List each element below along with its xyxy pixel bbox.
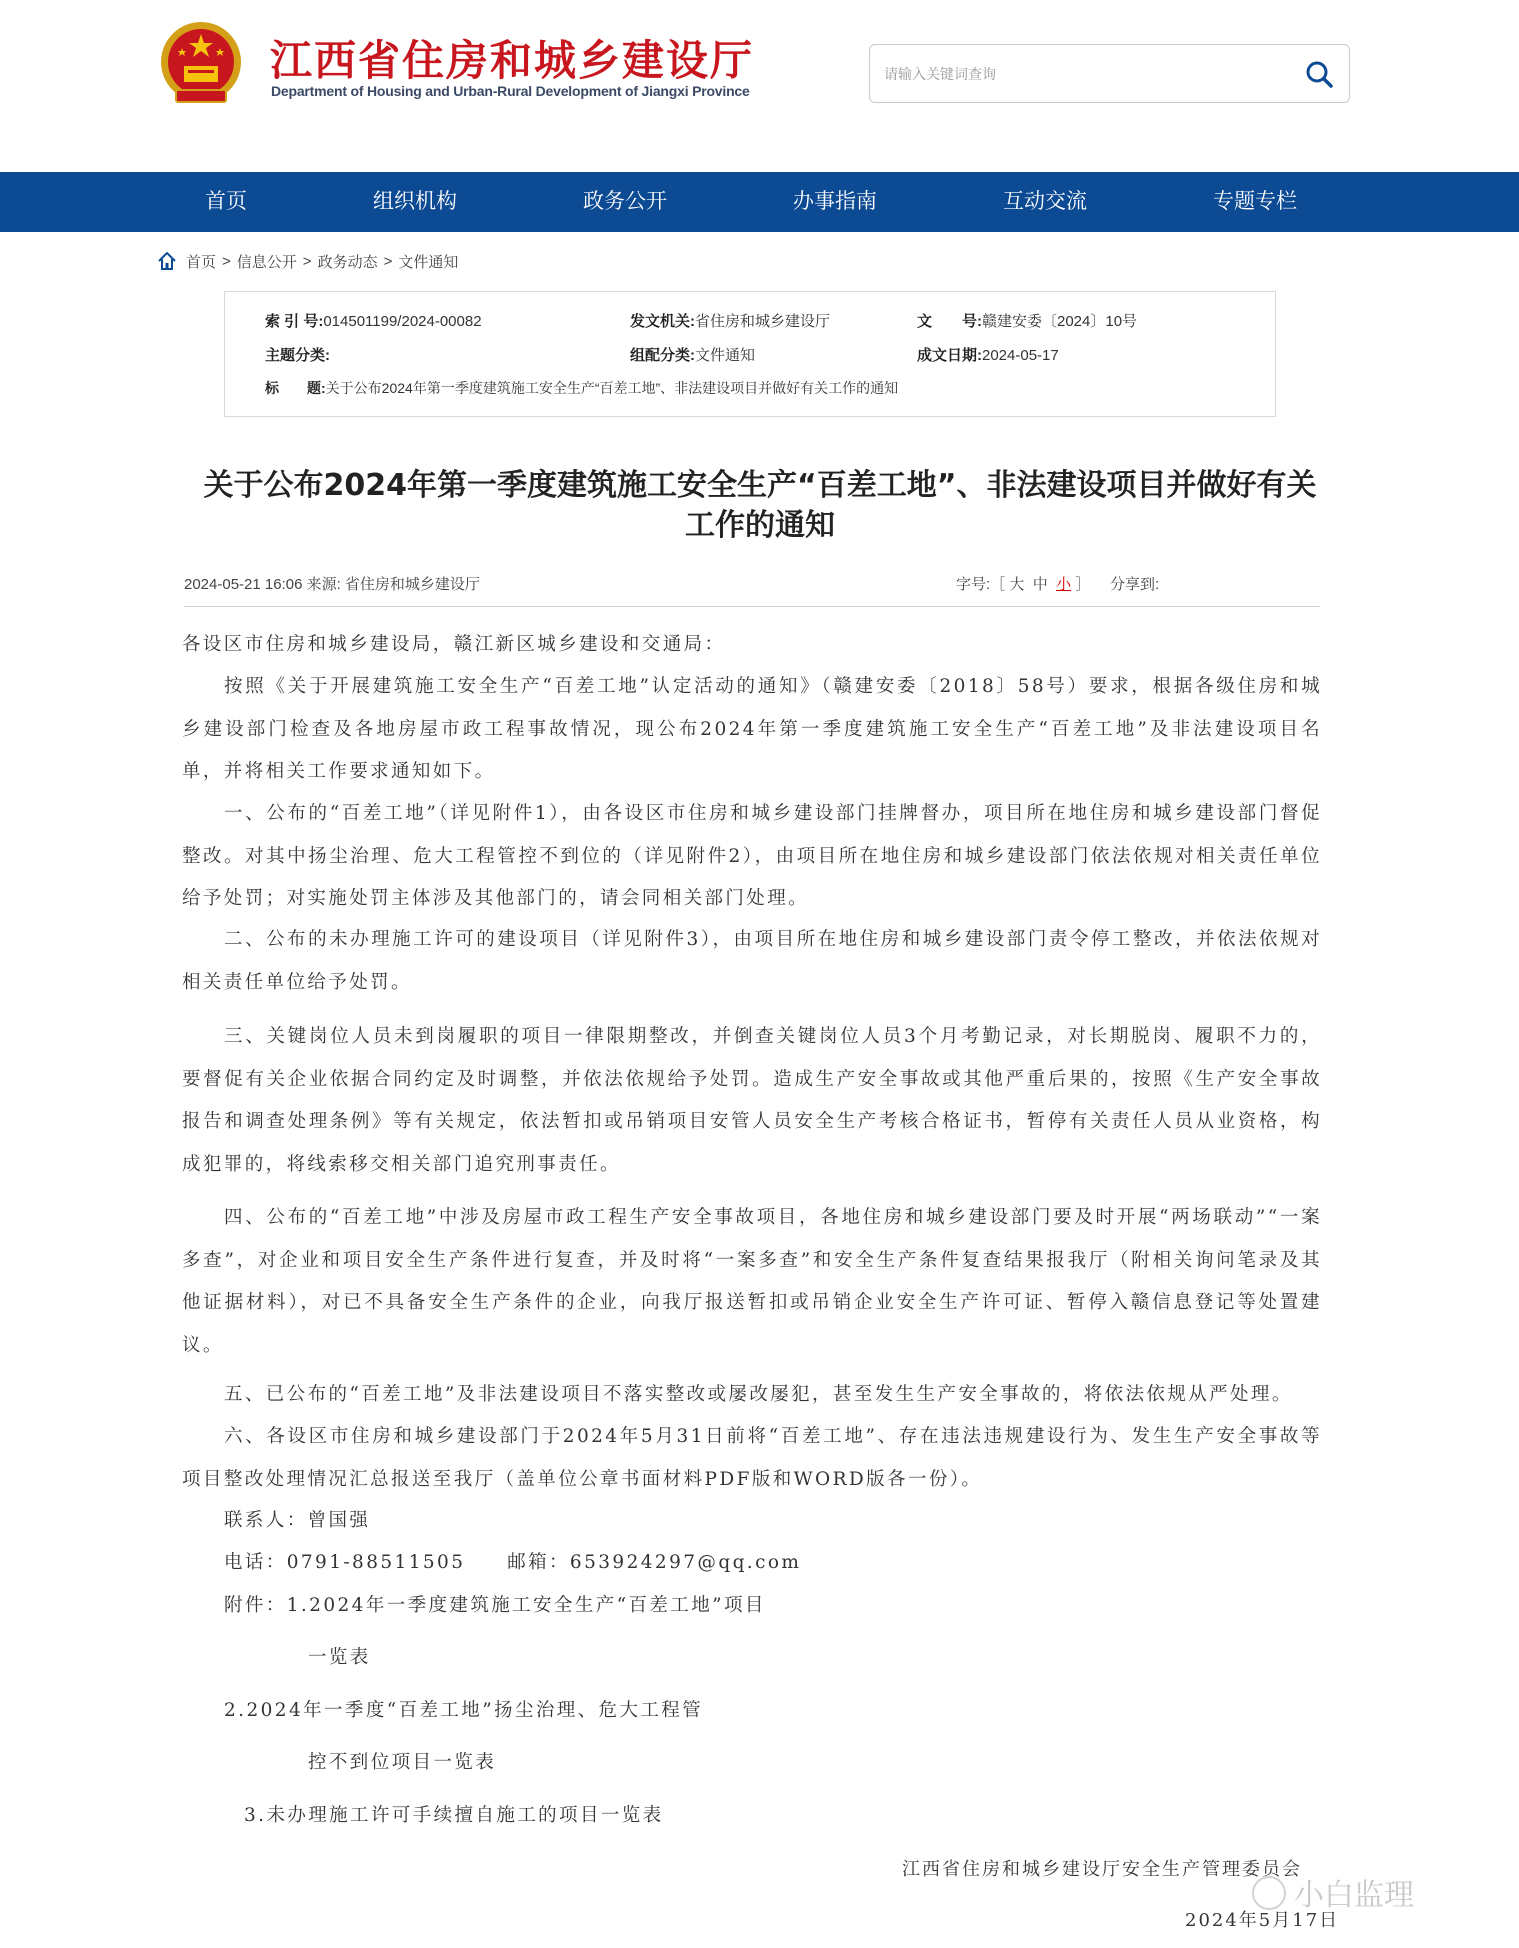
meta-topic-label: 主题分类: [265,347,330,364]
nav-special-topics[interactable]: 专题专栏 [1213,190,1297,213]
meta-date-label: 成文日期: [917,347,982,364]
site-name-cn[interactable]: 江西省住房和城乡建设厅 [270,36,755,85]
attachment-1[interactable]: 附件：1.2024年一季度建筑施工安全生产“百差工地”项目 [224,1595,766,1616]
nav-interaction[interactable]: 互动交流 [1003,190,1087,213]
contact-person: 联系人：曾国强 [224,1510,371,1531]
meta-title-value: 关于公布2024年第一季度建筑施工安全生产“百差工地”、非法建设项目并做好有关工作的通知 [325,380,899,396]
paragraph-5: 四、公布的“百差工地”中涉及房屋市政工程生产安全事故项目，各地住房和城乡建设部门要及时开展“两场联动”“一案多查”，对企业和项目安全生产条件进行复查，并及时将“一案多查”和安全生产条件复查结果报我厅（附相关询问笔录及其他证据材料），对已不具备安全生产条件的企业，向我厅报送暂扣或吊销企业安全生产许可证、暂停入赣信息登记等处置建议。 [182,1207,1322,1356]
salutation: 各设区市住房和城乡建设局，赣江新区城乡建设和交通局： [182,634,726,655]
paragraph-4: 三、关键岗位人员未到岗履职的项目一律限期整改，并倒查关键岗位人员3个月考勤记录，对长期脱岗、履职不力的，要督促有关企业依据合同约定及时调整，并依法依规给予处罚。造成生产安全事故或其他严重后果的，按照《生产安全事故报告和调查处理条例》等有关规定，依法暂扣或吊销项目安管人员安全生产考核合格证书，暂停有关责任人员从业资格，构成犯罪的，将线索移交相关部门追究刑事责任。 [182,1026,1322,1175]
meta-index-label: 索 引 号: [265,313,324,330]
paragraph-3: 二、公布的未办理施工许可的建设项目（详见附件3），由项目所在地住房和城乡建设部门责令停工整改，并依法依规对相关责任单位给予处罚。 [182,929,1322,993]
font-size-end: ］ [1075,576,1091,593]
breadcrumb-separator: > [302,252,312,270]
paragraph-7: 六、各设区市住房和城乡建设部门于2024年5月31日前将“百差工地”、存在违法违规建设行为、发生生产安全事故等项目整改处理情况汇总报送至我厅（盖单位公章书面材料PDF版和WORD版各一份）。 [182,1426,1322,1490]
breadcrumb-separator: > [222,252,231,270]
breadcrumb-separator: > [383,252,393,270]
font-large-button[interactable]: 大 [1009,576,1025,593]
font-size-label: 字号:［ [956,576,1006,593]
font-medium-button[interactable]: 中 [1032,576,1048,593]
article-title-line2: 工作的通知 [685,508,835,543]
meta-category-label: 组配分类: [630,347,695,364]
nav-home[interactable]: 首页 [205,190,247,213]
attachment-1-cont[interactable]: 一览表 [308,1647,371,1668]
nav-government-affairs[interactable]: 政务公开 [583,190,667,213]
breadcrumb-file-notice[interactable]: 文件通知 [398,253,459,271]
signature-org: 江西省住房和城乡建设厅安全生产管理委员会 [902,1859,1302,1880]
breadcrumb-info-public[interactable]: 信息公开 [236,253,297,271]
article-body [182,0,1322,1948]
breadcrumb-home[interactable]: 首页 [186,253,217,271]
font-small-button[interactable]: 小 [1056,576,1072,593]
meta-title-label: 标 题: [265,380,326,396]
paragraph-2: 一、公布的“百差工地”（详见附件1），由各设区市住房和城乡建设部门挂牌督办，项目所在地住房和城乡建设部门督促整改。对其中扬尘治理、危大工程管控不到位的（详见附件2），由项目所在地住房和城乡建设部门依法依规对相关责任单位给予处罚；对实施处罚主体涉及其他部门的，请会同相关部门处理。 [182,803,1322,909]
nav-service-guide[interactable]: 办事指南 [793,190,877,213]
paragraph-1: 按照《关于开展建筑施工安全生产“百差工地”认定活动的通知》（赣建安委〔2018〕58号）要求，根据各级住房和城乡建设部门检查及各地房屋市政工程事故情况，现公布2024年第一季度建筑施工安全生产“百差工地”及非法建设项目名单，并将相关工作要求通知如下。 [182,676,1322,782]
watermark-logo-icon [1252,1876,1286,1910]
attachment-2-cont[interactable]: 控不到位项目一览表 [308,1752,497,1773]
meta-issuer-value: 省住房和城乡建设厅 [695,313,831,330]
attachment-3[interactable]: 3.未办理施工许可手续擅自施工的项目一览表 [244,1805,664,1826]
meta-index-value: 014501199/2024-00082 [323,313,482,330]
article-title-line1: 关于公布2024年第一季度建筑施工安全生产“百差工地”、非法建设项目并做好有关 [203,468,1317,503]
watermark-text: 小白监理 [1294,1878,1414,1913]
paragraph-6: 五、已公布的“百差工地”及非法建设项目不落实整改或屡改屡犯，甚至发生生产安全事故的，将依法依规从严处理。 [224,1384,1293,1405]
nav-organization[interactable]: 组织机构 [373,190,457,213]
meta-issuer-label: 发文机关: [630,313,695,330]
article-info: 2024-05-21 16:06 来源: 省住房和城乡建设厅 [184,576,480,593]
site-name-en: Department of Housing and Urban-Rural Development of Jiangxi Province [271,83,750,99]
breadcrumb-gov-news[interactable]: 政务动态 [317,253,378,271]
share-label: 分享到: [1110,576,1160,593]
meta-docno-label: 文 号: [917,313,982,330]
meta-category-value: 文件通知 [695,347,756,364]
attachment-2[interactable]: 2.2024年一季度“百差工地”扬尘治理、危大工程管 [224,1700,704,1721]
contact-phone-email: 电话：0791-88511505 邮箱：653924297@qq.com [224,1552,802,1573]
home-icon[interactable] [156,250,178,272]
signature-date: 2024年5月17日 [1185,1910,1340,1931]
meta-date-value: 2024-05-17 [982,347,1059,364]
meta-docno-value: 赣建安委〔2024〕10号 [982,313,1138,330]
